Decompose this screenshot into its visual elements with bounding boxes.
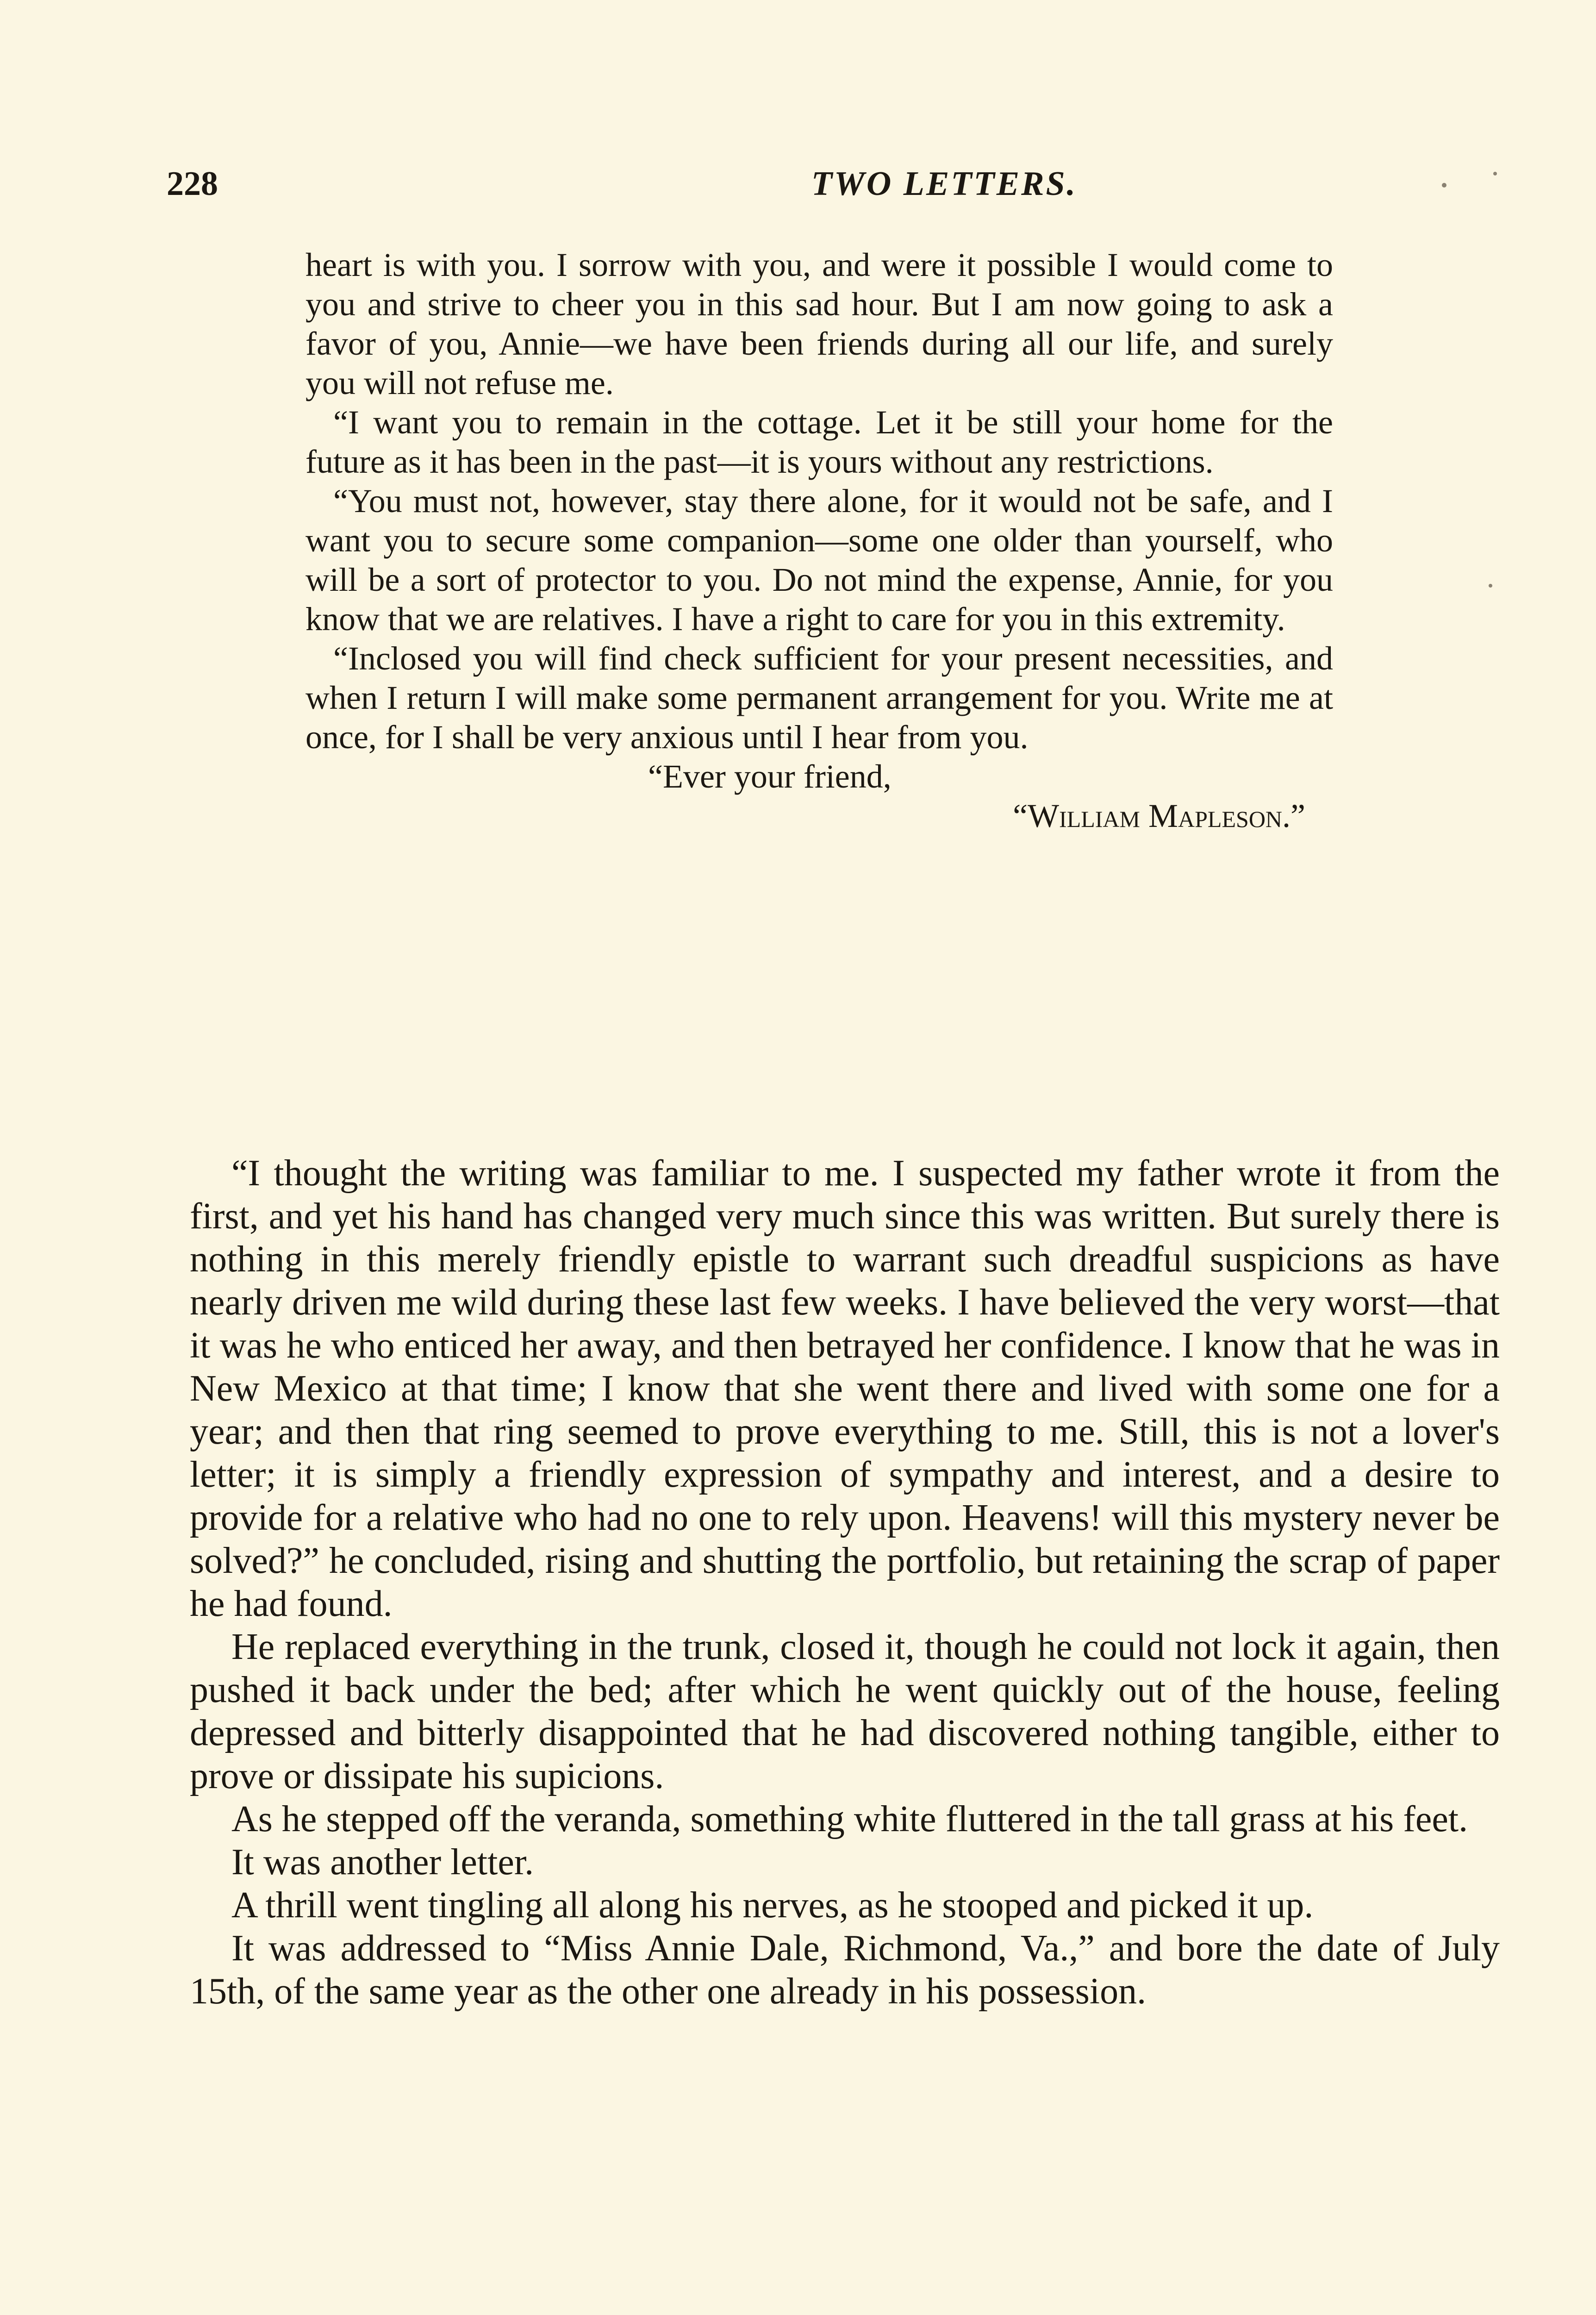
letter-paragraph: “You must not, however, stay there alone, for it would not be safe, and I want you to secure some companion—some one older than yourself, who will be a sort of protector to you. Do not mind the expense, Annie, for you know that we are relatives. I have a right to care for you in this extremity.	[305, 482, 1333, 638]
narrative-paragraph: “I thought the writing was familiar to me. I suspected my father wrote it from the first, and yet his hand has changed very much since this was written. But surely there is nothing in this merely friendly epistle to warrant such dreadful suspicions as have nearly driven me wild during these last few weeks. I have believed the very worst—that it was he who enticed her away, and then betrayed her confidence. I know that he was in New Mexico at that time; I know that she went there and lived with some one for a year; and then that ring seemed to prove everything to me. Still, this is not a lover's letter; it is simply a friendly expression of sympathy and interest, and a desire to provide for a relative who had no one to rely upon. Heavens! will this mystery never be solved?” he concluded, rising and shutting the portfolio, but retaining the scrap of paper he had found.	[190, 1153, 1500, 1624]
letter-paragraph: “I want you to remain in the cottage. Let it be still your home for the future as it has been in the past—it is yours without any restrictions.	[305, 404, 1333, 480]
letter-signature: “William Mapleson.”	[1013, 797, 1305, 834]
narrative-paragraph: As he stepped off the veranda, something white fluttered in the tall grass at his feet.	[231, 1799, 1468, 1839]
running-head: TWO LETTERS.	[811, 165, 1078, 203]
page-number: 228	[167, 165, 218, 203]
quoted-letter	[305, 245, 1333, 836]
narrative-paragraph: He replaced everything in the trunk, closed it, though he could not lock it again, then pushed it back under the bed; after which he went quickly out of the house, feeling depressed and bitterly disappointed that he had discovered nothing tangible, either to prove or dissipate his supicions.	[190, 1627, 1500, 1796]
narrative-paragraph: It was another letter.	[231, 1842, 534, 1883]
narrative-paragraph: A thrill went tingling all along his nerves, as he stooped and picked it up.	[231, 1885, 1314, 1926]
page-header	[167, 164, 1596, 211]
narrative-text	[190, 1152, 1500, 2013]
letter-paragraph: heart is with you. I sorrow with you, and were it possible I would come to you and strive to cheer you in this sad hour. But I am now going to ask a favor of you, Annie—we have been friends during all our life, and surely you will not refuse me.	[305, 246, 1333, 401]
letter-closing: “Ever your friend,	[648, 758, 892, 795]
letter-paragraph: “Inclosed you will find check sufficient for your present necessities, and when I return I will make some permanent arrangement for you. Write me at once, for I shall be very anxious until I hear from you.	[305, 640, 1333, 756]
narrative-paragraph: It was addressed to “Miss Annie Dale, Richmond, Va.,” and bore the date of July 15th, of the same year as the other one already in his possession.	[190, 1928, 1500, 2012]
